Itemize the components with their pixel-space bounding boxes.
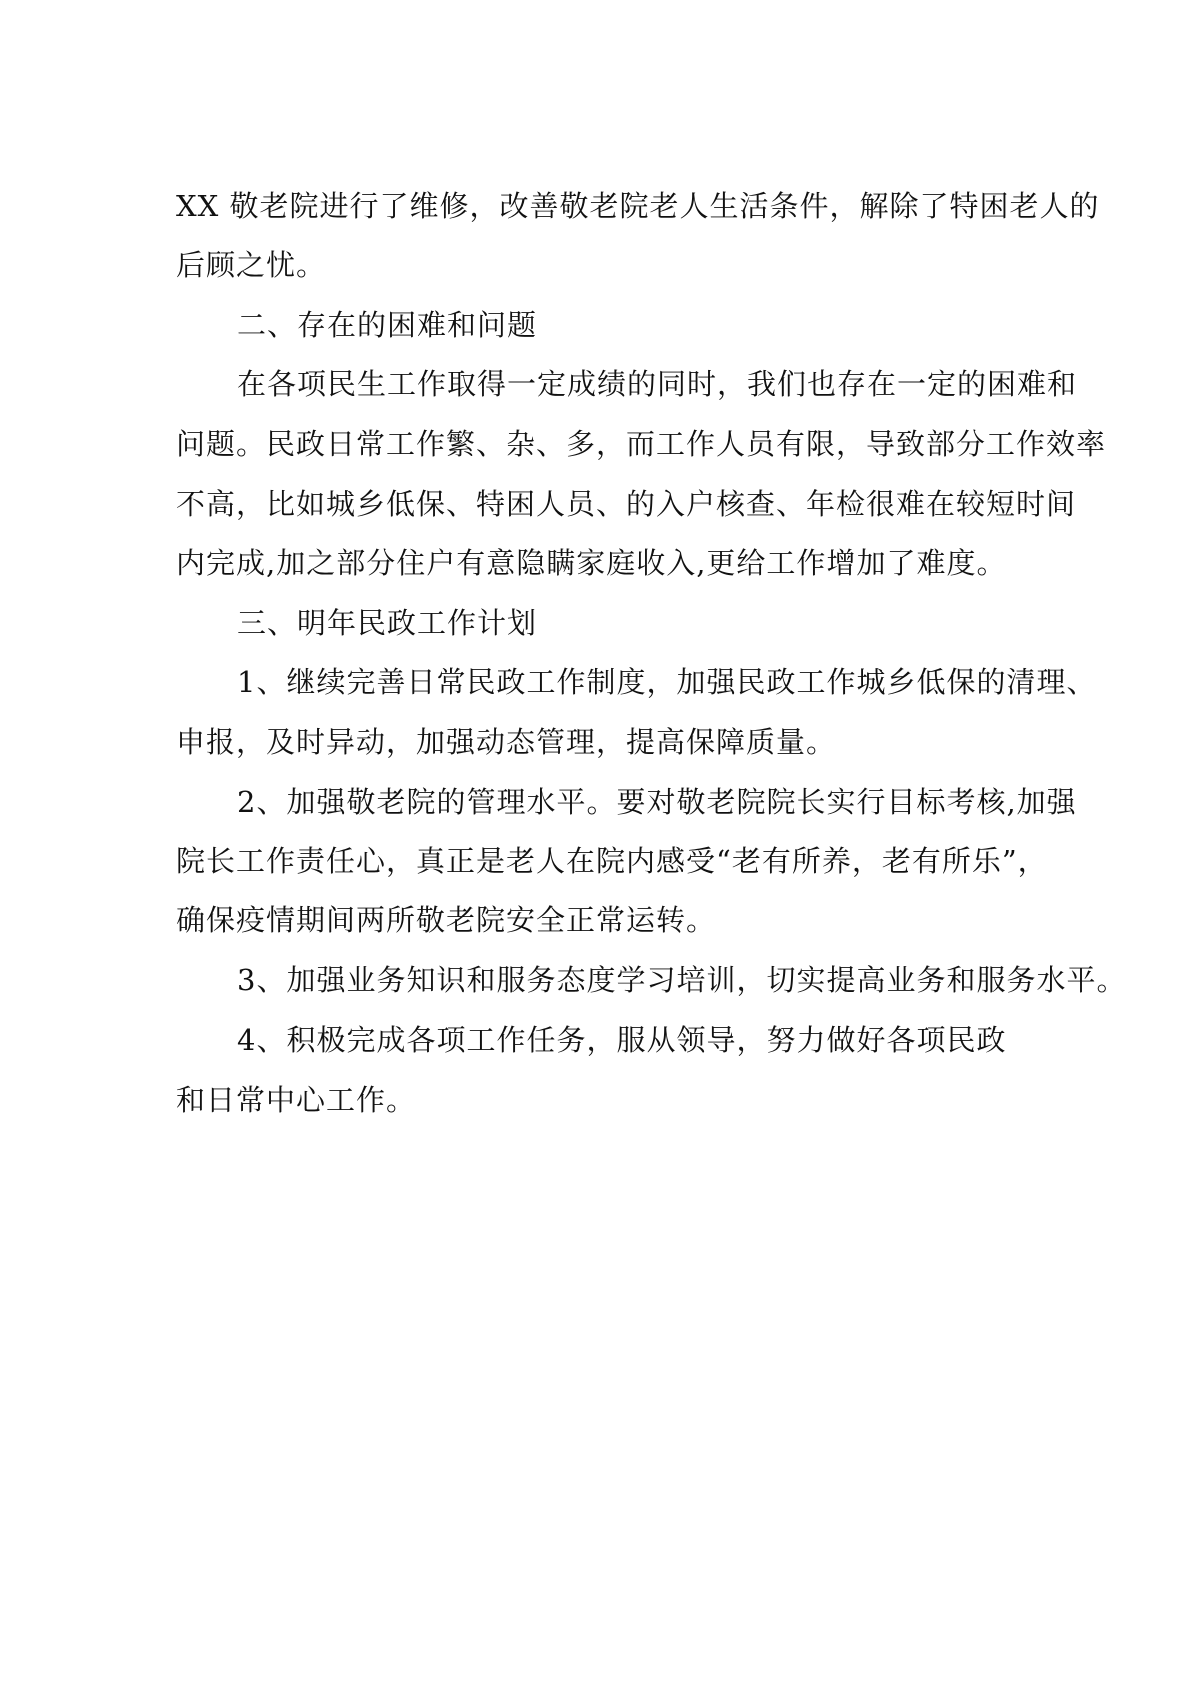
text-line: 不高，比如城乡低保、特困人员、的入户核查、年检很难在较短时间 [176,487,1077,521]
text-line: 2、加强敬老院的管理水平。要对敬老院院长实行目标考核,加强 [237,785,1077,819]
text-line: 申报，及时异动，加强动态管理，提高保障质量。 [176,725,837,759]
text-line: 后顾之忧。 [176,248,327,282]
text-line: 3、加强业务知识和服务态度学习培训，切实提高业务和服务水平。 [237,963,1127,997]
text-line: 院长工作责任心，真正是老人在院内感受“老有所养，老有所乐”， [176,844,1048,878]
text-line: 在各项民生工作取得一定成绩的同时，我们也存在一定的困难和 [237,367,1078,401]
text-line: 确保疫情期间两所敬老院安全正常运转。 [176,903,717,937]
text-line: 和日常中心工作。 [176,1083,417,1117]
text-line: 问题。民政日常工作繁、杂、多，而工作人员有限，导致部分工作效率 [176,427,1107,461]
section-heading: 二、存在的困难和问题 [237,308,538,342]
text-line: XX 敬老院进行了维修，改善敬老院老人生活条件，解除了特困老人的 [176,189,1100,223]
section-heading: 三、明年民政工作计划 [237,606,538,640]
text-line: 4、积极完成各项工作任务，服从领导，努力做好各项民政 [237,1023,1007,1057]
text-line: 内完成,加之部分住户有意隐瞒家庭收入,更给工作增加了难度。 [176,546,1007,580]
text-line: 1、继续完善日常民政工作制度，加强民政工作城乡低保的清理、 [237,665,1097,699]
